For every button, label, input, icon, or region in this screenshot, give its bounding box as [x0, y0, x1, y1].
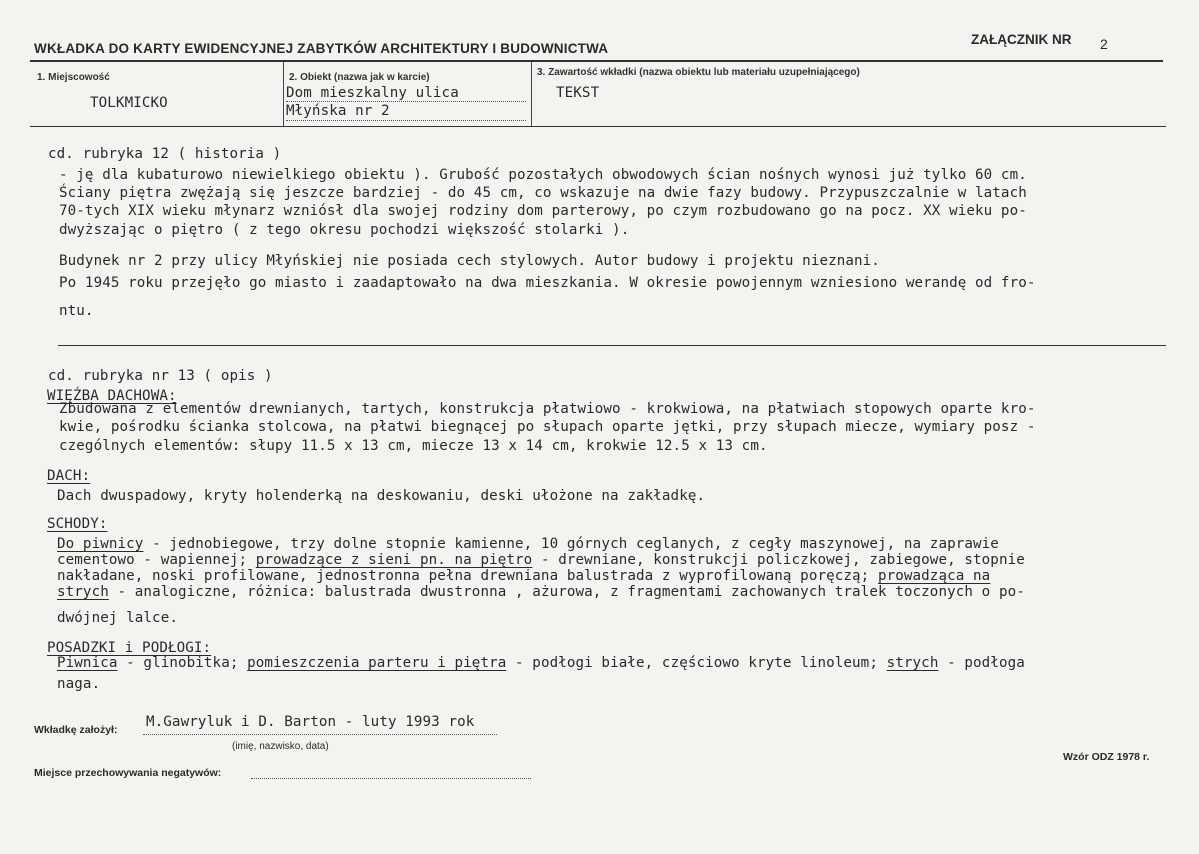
stairs-attic-label-a: prowadząca na — [877, 568, 991, 584]
form-title: WKŁADKA DO KARTY EWIDENCYJNEJ ZABYTKÓW ARCHITEKTURY I BUDOWNICTWA — [34, 41, 609, 56]
roof-truss-heading: WIĘŹBA DACHOWA: — [47, 388, 177, 404]
field-divider-2 — [531, 62, 532, 126]
floors-line2: naga. — [57, 676, 101, 692]
stairs-line2-text-a: cementowo - wapiennej; — [57, 552, 256, 568]
stairs-line3-text: nakładane, noski profilowane, jednostronna pełna drewniana balustrada z wyprofilowaną poręczą; — [57, 568, 878, 584]
attachment-number: 2 — [1100, 36, 1108, 52]
stairs-heading: SCHODY: — [47, 516, 108, 532]
description-heading: cd. rubryka nr 13 ( opis ) — [48, 368, 273, 384]
history-heading: cd. rubryka 12 ( historia ) — [48, 146, 282, 162]
floors-heading: POSADZKI i PODŁOGI: — [47, 640, 212, 656]
history-p3-line1: Po 1945 roku przejęło go miasto i zaadaptowało na dwa mieszkania. W okresie powojennym wzniesiono werandę od fro- — [59, 275, 1036, 291]
roof-text: Dach dwuspadowy, kryty holenderką na deskowaniu, deski ułożone na zakładkę. — [57, 488, 706, 504]
header-rule — [30, 60, 1163, 62]
floors-rooms-label: pomieszczenia parteru i piętra — [247, 655, 507, 671]
roof-truss-line1: Zbudowana z elementów drewnianych, tartych, konstrukcja płatwiowo - krokwiowa, na płatwiach stopowych oparte kro- — [59, 401, 1036, 417]
roof-truss-line3: czególnych elementów: słupy 11.5 x 13 cm, miecze 13 x 14 cm, krokwie 12.5 x 13 cm. — [59, 438, 768, 454]
attachment-label: ZAŁĄCZNIK NR — [971, 32, 1072, 47]
created-dotline — [143, 734, 497, 735]
floors-text-c: - podłoga — [938, 655, 1025, 671]
object-value-line2: Młyńska nr 2 — [286, 103, 390, 119]
stairs-line1-text: - jednobiegowe, trzy dolne stopnie kamienne, 10 górnych ceglanych, z cegły maszynowej, na zaprawie — [143, 536, 999, 552]
created-hint: (imię, nazwisko, data) — [232, 741, 329, 752]
stairs-line5: dwójnej lalce. — [57, 610, 178, 626]
stairs-line2-text-b: - drewniane, konstrukcji policzkowej, zabiegowe, stopnie — [532, 552, 1025, 568]
object-dotline-1 — [286, 101, 526, 102]
negatives-label: Miejsce przechowywania negatywów: — [34, 767, 222, 779]
stairs-line4-text: - analogiczne, różnica: balustrada dwustronna , ażurowa, z fragmentami zachowanych tralek toczonych o po- — [108, 584, 1025, 600]
content-value: TEKST — [556, 85, 600, 101]
section-rule — [58, 345, 1166, 346]
location-label: 1. Miejscowość — [37, 72, 110, 83]
fields-rule — [30, 126, 1166, 127]
template-note: Wzór ODZ 1978 r. — [1063, 751, 1150, 763]
history-p1-line3: 70-tych XIX wieku młynarz wzniósł dla swojej rodziny dom parterowy, po czym rozbudowano go na pocz. XX wieku po- — [59, 203, 1027, 219]
object-dotline-2 — [286, 120, 526, 121]
floors-text-a: - glinobitka; — [117, 655, 248, 671]
stairs-attic-label-b: strych — [57, 584, 109, 600]
stairs-line2 — [57, 552, 1025, 568]
content-label: 3. Zawartość wkładki (nazwa obiektu lub materiału uzupełniającego) — [537, 67, 860, 78]
floors-text-b: - podłogi białe, częściowo kryte linoleum; — [506, 655, 887, 671]
created-label: Wkładkę założył: — [34, 724, 118, 736]
floors-line1 — [57, 655, 1025, 671]
object-label: 2. Obiekt (nazwa jak w karcie) — [289, 72, 430, 83]
floors-basement-label: Piwnica — [57, 655, 118, 671]
stairs-line1 — [57, 536, 999, 552]
floors-attic-label: strych — [886, 655, 939, 671]
stairs-basement-label: Do piwnicy — [57, 536, 144, 552]
stairs-line4 — [57, 584, 1025, 600]
created-value: M.Gawryluk i D. Barton - luty 1993 rok — [146, 714, 475, 730]
field-divider-1 — [283, 62, 284, 126]
history-p1-line4: dwyższając o piętro ( z tego okresu pochodzi większość stolarki ). — [59, 222, 630, 238]
roof-heading: DACH: — [47, 468, 91, 484]
negatives-dotline — [251, 778, 531, 779]
stairs-line3 — [57, 568, 990, 584]
stairs-hall-label: prowadzące z sieni pn. na piętro — [255, 552, 533, 568]
history-p1-line2: Ściany piętra zwężają się jeszcze bardziej - do 45 cm, co wskazuje na dwie fazy budowy. Przypuszczalnie w latach — [59, 185, 1027, 201]
history-p1-line1: - ję dla kubaturowo niewielkiego obiektu ). Grubość pozostałych obwodowych ścian nośnych wynosi już tylko 60 cm. — [59, 167, 1027, 183]
history-p2: Budynek nr 2 przy ulicy Młyńskiej nie posiada cech stylowych. Autor budowy i projektu nieznani. — [59, 253, 880, 269]
object-value-line1: Dom mieszkalny ulica — [286, 85, 459, 101]
roof-truss-line2: kwie, pośrodku ścianka stolcowa, na płatwi biegnącej po słupach oparte jętki, przy słupach miecze, wymiary posz - — [59, 419, 1036, 435]
history-p3-line2: ntu. — [59, 303, 94, 319]
location-value: TOLKMICKO — [90, 95, 168, 111]
